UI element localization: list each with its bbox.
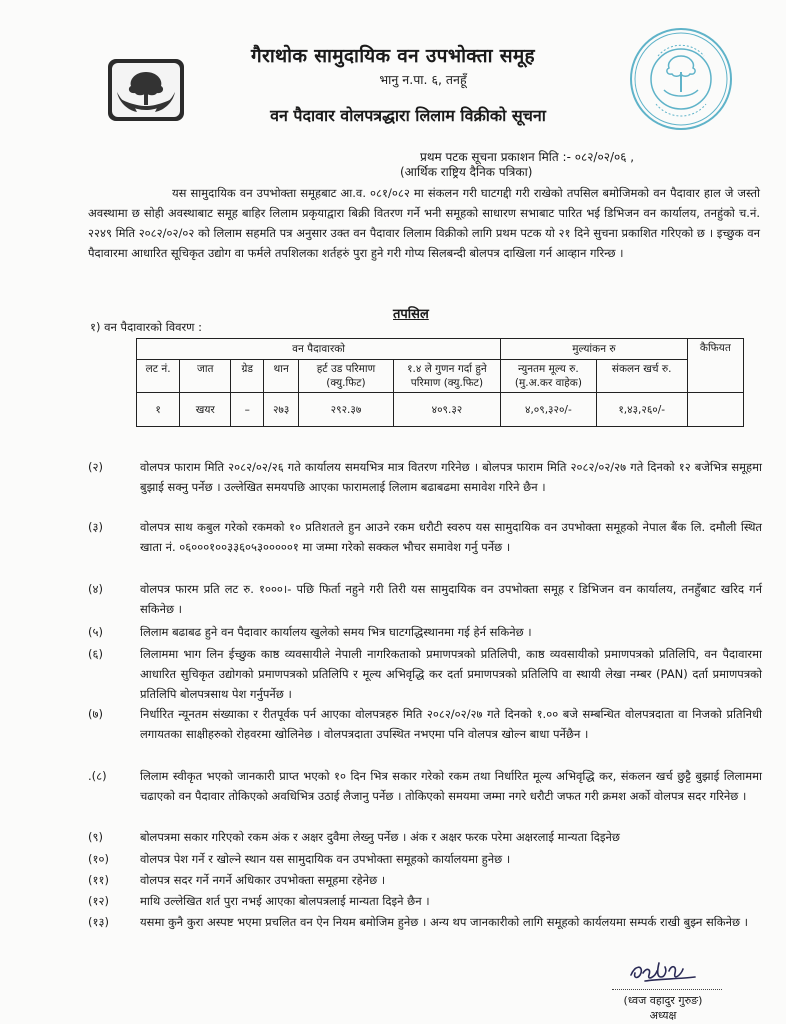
col-species: जात [180, 360, 231, 393]
clause-text: लिलाममा भाग लिन ईच्छुक काष्ठ व्यवसायीले नेपाली नागरिकताको प्रमाणपत्रको प्रतिलिपी, काष्ठ व्यवसायीको प्रमाणपत्रको प्रतिलिपि, वन पैदावारमा आधारित सुचिकृत उद्योगको प्रमाणपत्रको प्रतिलिपि र मूल्य अभिवृद्धि कर दर्ता प्रमाणपत्रको प्रतिलिपि वा स्थायी लेखा नम्बर (PAN) दर्ता प्रमाणपत्रको प्रतिलिपि बोलपत्रसाथ पेश गर्नुपर्नेछ । [140, 647, 762, 701]
clause-text: वोलपत्र फारम प्रति लट रु. १०००।- पछि फिर्ता नहुने गरी तिरी यस सामुदायिक वन उपभोक्ता समूह र डिभिजन वन कार्यालय, तनहुँबाट खरिद गर्न सकिनेछ । [140, 582, 762, 616]
schedule-heading: तपसिल [393, 307, 429, 322]
handwritten-signature [625, 955, 715, 987]
address-line: भानु न.पा. ६, तनहूँ [379, 72, 467, 87]
cell-heartwood-volume: २९२.३७ [299, 393, 393, 427]
signature-line [612, 989, 722, 990]
cell-grade: – [231, 393, 264, 427]
col-multiplied-volume: १.४ ले गुणन गर्दा हुने परिमाण (क्यु.फिट) [393, 360, 500, 393]
clause-number: (२) [88, 460, 103, 474]
clause-number: (१३) [88, 915, 109, 929]
group-produce-header: वन पैदावारको [137, 339, 501, 360]
cell-min-price: ४,०९,३२०/- [501, 393, 596, 427]
page-title: गैराथोक सामुदायिक वन उपभोक्ता समूह [251, 45, 535, 67]
clause-number: (७) [88, 707, 103, 721]
clause-number: .(८) [88, 769, 107, 783]
publication-date: प्रथम पटक सूचना प्रकाशन मिति :- ०८२/०२/०६ , [420, 150, 635, 164]
table-row [137, 393, 744, 427]
intro-paragraph: यस सामुदायिक वन उपभोक्ता समूहबाट आ.व. ०८१/०८२ मा संकलन गरी घाटगद्दी गरी राखेको तपसिल बमोजिमको वन पैदावार हाल जे जस्तो अवस्थामा छ सोही अवस्थाबाट समूह बाहिर लिलाम प्रकृयाद्वारा बिक्री वितरण गर्ने भनी समूहको साधारण सभाबाट पारित भई डिभिजन वन कार्यालय, तनहुंको च.नं. २२४९ मिति २०८२/०२/०२ को लिलाम सहमति पत्र अनुसार उक्त वन पैदावार लिलाम विक्रीको लागि प्रथम पटक यो २१ दिने सुचना प्रकाशित गरिएको छ । इच्छुक वन पैदावारमा आधारित सूचिकृत उद्योग वा फर्मले तपशिलका शर्तहरुं पुरा हुने गरी गोप्य सिलबन्दी बोलपत्र दाखिला गर्न आव्हान गरिन्छ । [88, 186, 760, 260]
cell-multiplied-volume: ४०९.३२ [393, 393, 500, 427]
col-grade: ग्रेड [231, 360, 264, 393]
clause-number: (४) [88, 582, 103, 596]
clause-text: निर्धारित न्यूनतम संख्याका र रीतपूर्वक पर्न आएका वोलपत्रहरु मिति २०८२/०२/२७ गते दिनको १.०० बजे सम्बन्धित वोलपत्रदाता वा निजको प्रतिनिधी लगायतका साक्षीहरुको रोहवरमा खोलिनेछ । वोलपत्रदाता उपस्थित नभएमा पनि वोलपत्र खोल्न बाधा पर्नेछैन । [140, 707, 762, 741]
clause-number: (६) [88, 647, 103, 661]
clause-text: वोलपत्र साथ कबुल गरेको रकमको १० प्रतिशतले हुन आउने रकम धरौटी स्वरुप यस सामुदायिक वन उपभोक्ता समूहको नेपाल बैंक लि. दमौली स्थित खाता नं. ०६०००१००३३६०५३०००००१ मा जम्मा गरेको सक्कल भौचर समावेश गर्नु पर्नेछ । [140, 520, 762, 554]
clause-number: (३) [88, 520, 103, 534]
clause-text: वोलपत्र फाराम मिति २०८२/०२/२६ गते कार्यालय समयभित्र मात्र वितरण गरिनेछ । बोलपत्र फाराम मिति २०८२/०२/२७ गते दिनको १२ बजेभित्र समूहमा बुझाई सक्नु पर्नेछ । उल्लेखित समयपछि आएका फारामलाई लिलाम बढाबढमा समावेश गरिने छैन । [140, 460, 762, 494]
clause-text: यसमा कुनै कुरा अस्पष्ट भएमा प्रचलित वन ऐन नियम बमोजिम हुनेछ । अन्य थप जानकारीको लागि समूहको कार्यलयमा सम्पर्क राखी बुझ्न सकिनेछ । [140, 915, 749, 929]
col-heartwood-volume: हर्ट उड परिमाण (क्यु.फिट) [299, 360, 393, 393]
cell-count: २७३ [264, 393, 299, 427]
cell-collection-cost: १,४३,२६०/- [596, 393, 687, 427]
clause-text: माथि उल्लेखित शर्त पुरा नभई आएका बोलपत्रलाई मान्यता दिइने छैन । [140, 894, 430, 908]
clause-number: (९) [88, 830, 103, 844]
cell-lot-no: १ [137, 393, 180, 427]
clause-text: वोलपत्र पेश गर्ने र खोल्ने स्थान यस सामुदायिक वन उपभोक्ता समूहको कार्यालयमा हुनेछ । [140, 852, 511, 866]
col-collection-cost: संकलन खर्च रु. [596, 360, 687, 393]
col-min-price: न्युनतम मूल्य रु. (मु.अ.कर वाहेक) [501, 360, 596, 393]
table-group-header-row [137, 339, 744, 360]
signatory-role: अध्यक्ष [649, 1009, 677, 1022]
col-count: थान [264, 360, 299, 393]
clause-text: वोलपत्र सदर गर्ने नगर्ने अधिकार उपभोक्ता समूहमा रहेनेछ । [140, 873, 386, 887]
cell-remarks [687, 393, 743, 427]
clause-number: (१२) [88, 894, 109, 908]
group-logo [107, 58, 185, 122]
clause-number: (५) [88, 625, 103, 639]
clause-text: लिलाम स्वीकृत भएको जानकारी प्राप्त भएको १० दिन भित्र सकार गरेको रकम तथा निर्धारित मूल्य अभिवृद्धि कर, संकलन खर्च छुट्टै बुझाई लिलाममा चढाएको वन पैदावार तोकिएको अवधिभित्र उठाई लैजानु पर्नेछ । तोकिएको समयमा जम्मा नगरे धरौटी जफत गरी क्रमश अर्को वोलपत्र सदर गरिनेछ । [140, 769, 762, 803]
publication-source: (आर्थिक राष्ट्रिय दैनिक पत्रिका) [400, 165, 533, 179]
notice-subtitle: वन पैदावार वोलपत्रद्धारा लिलाम विक्रीको सूचना [270, 106, 546, 125]
group-valuation-header: मुल्यांकन रु [501, 339, 688, 360]
col-lot-no: लट नं. [137, 360, 180, 393]
clause-number: (१०) [88, 852, 109, 866]
remarks-header: कैफियत [687, 339, 743, 393]
clause-text: लिलाम बढाबढ हुने वन पैदावार कार्यालय खुलेको समय भित्र घाटगद्धिस्थानमा गई हेर्न सकिनेछ । [140, 625, 532, 639]
clause-text: बोलपत्रमा सकार गरिएको रकम अंक र अक्षर दुवैमा लेख्नु पर्नेछ । अंक र अक्षर फरक परेमा अक्षरलाई मान्यता दिइनेछ [140, 830, 620, 844]
forest-produce-table [136, 338, 744, 427]
table-column-header-row [137, 360, 744, 393]
official-seal [628, 26, 734, 132]
cell-species: खयर [180, 393, 231, 427]
section-1-label: १) वन पैदावारको विवरण : [90, 320, 203, 334]
signatory-name: (ध्वज वहादुर गुरुङ) [623, 994, 703, 1007]
clause-number: (११) [88, 873, 109, 887]
